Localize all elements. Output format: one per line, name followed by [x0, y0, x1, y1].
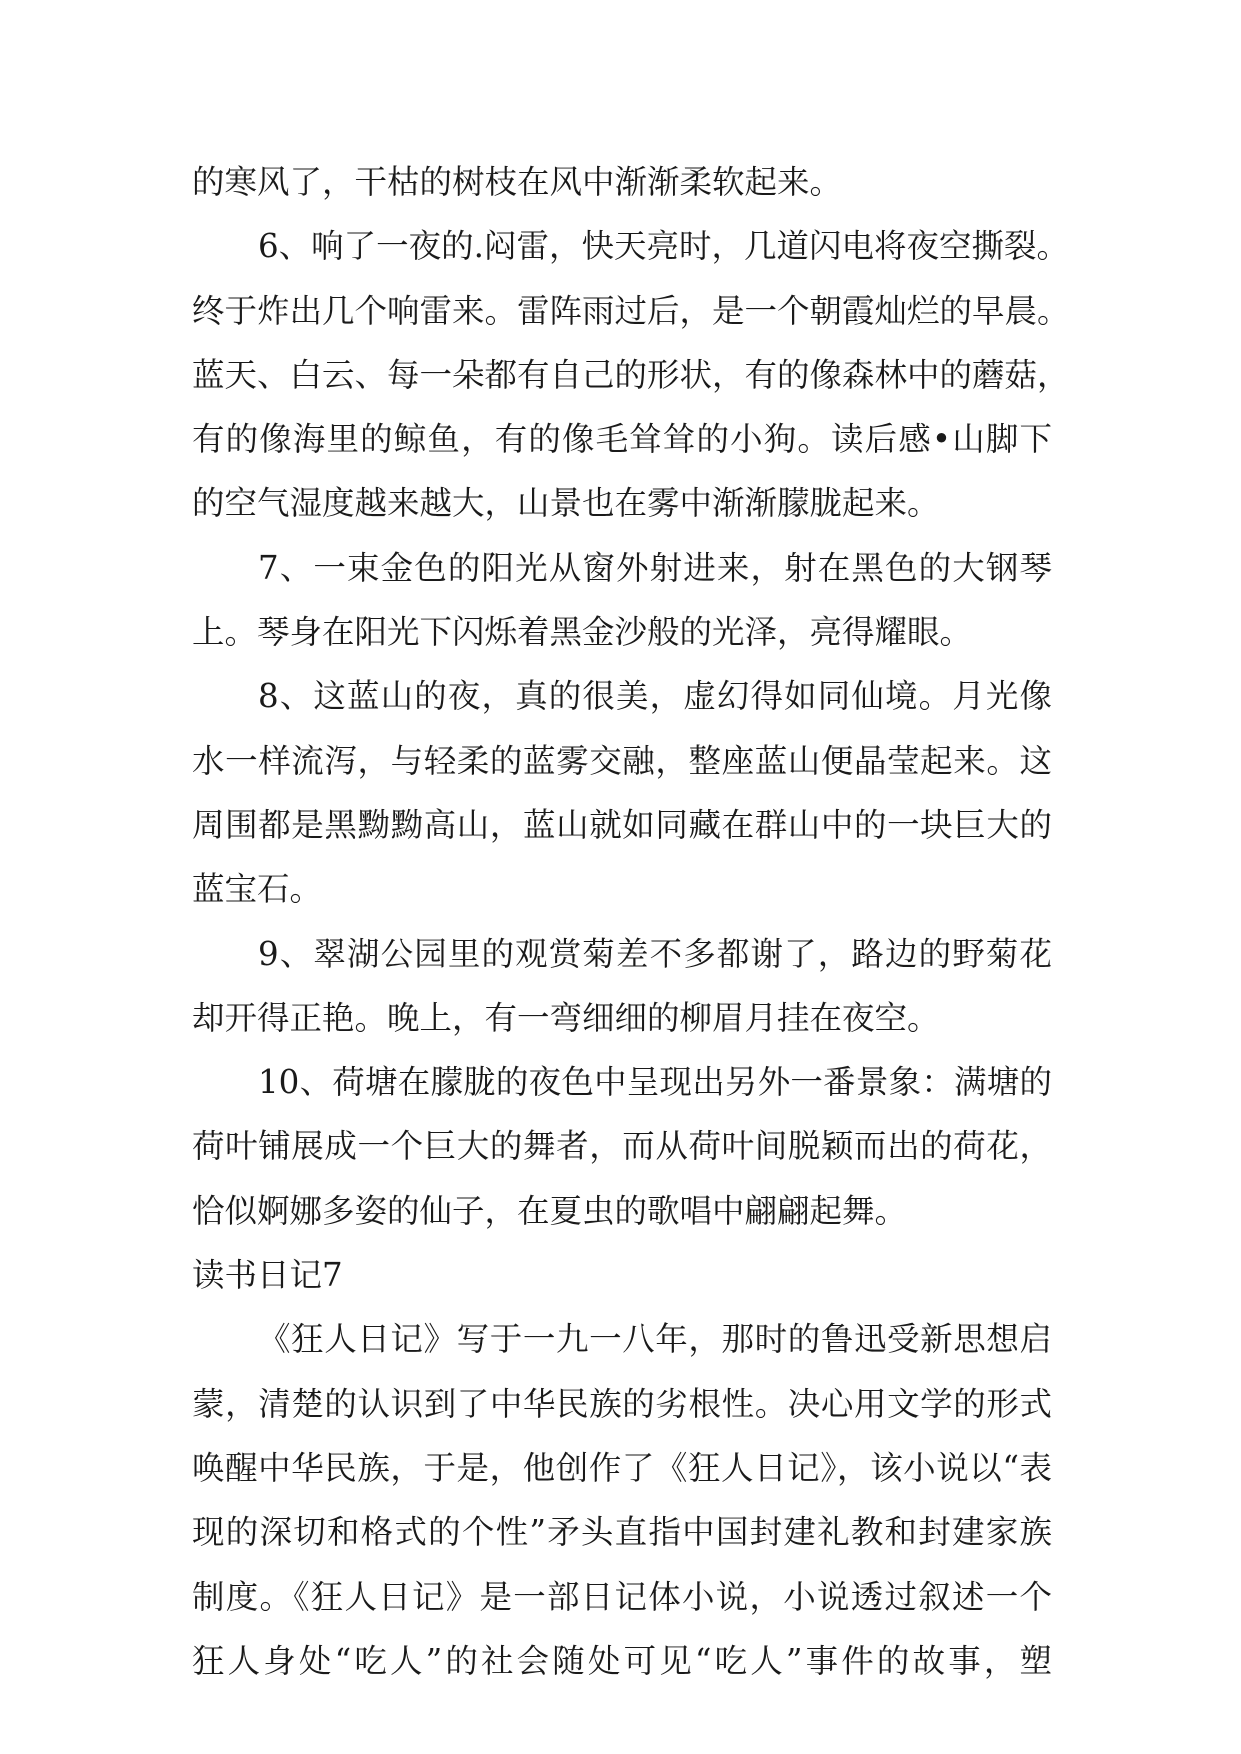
paragraph-continuation — [192, 150, 1052, 214]
text-line: 荷叶铺展成一个巨大的舞者，而从荷叶间脱颖而出的荷花， — [192, 1127, 1052, 1166]
text-line: 狂人身处“吃人”的社会随处可见“吃人”事件的故事，塑 — [192, 1641, 1052, 1680]
essay-paragraph — [192, 1307, 1052, 1693]
text-line: 8、这蓝山的夜，真的很美，虚幻得如同仙境。月光像 — [258, 677, 1052, 716]
text-line: 却开得正艳。晚上，有一弯细细的柳眉月挂在夜空。 — [192, 998, 940, 1037]
text-line: 的空气湿度越来越大，山景也在雾中渐渐朦胧起来。 — [192, 484, 940, 523]
text-line: 有的像海里的鲸鱼，有的像毛耸耸的小狗。读后感•山脚下 — [192, 420, 1052, 459]
text-line: 7、一束金色的阳光从窗外射进来，射在黑色的大钢琴 — [258, 548, 1052, 587]
text-line: 终于炸出几个响雷来。雷阵雨过后，是一个朝霞灿烂的早晨。 — [192, 291, 1070, 330]
text-line: 周围都是黑黝黝高山，蓝山就如同藏在群山中的一块巨大的 — [192, 805, 1052, 844]
text-line: 《狂人日记》写于一九一八年，那时的鲁迅受新思想启 — [258, 1320, 1052, 1359]
text-line: 蓝宝石。 — [192, 870, 323, 909]
text-line: 上。琴身在阳光下闪烁着黑金沙般的光泽，亮得耀眼。 — [192, 613, 973, 652]
paragraph-item-7 — [192, 536, 1052, 665]
section-heading: 读书日记7 — [192, 1256, 343, 1295]
paragraph-item-10 — [192, 1050, 1052, 1243]
paragraph-item-6 — [192, 214, 1070, 535]
text-line: 9、翠湖公园里的观赏菊差不多都谢了，路边的野菊花 — [258, 934, 1052, 973]
text-line: 10、荷塘在朦胧的夜色中呈现出另外一番景象：满塘的 — [258, 1063, 1052, 1102]
paragraph-item-8 — [192, 664, 1052, 921]
document-body — [192, 150, 1070, 1693]
text-line: 现的深切和格式的个性”矛头直指中国封建礼教和封建家族 — [192, 1513, 1052, 1552]
text-line: 水一样流泻，与轻柔的蓝雾交融，整座蓝山便晶莹起来。这 — [192, 741, 1052, 780]
paragraph-item-9 — [192, 922, 1052, 1051]
text-line: 蓝天、白云、每一朵都有自己的形状，有的像森林中的蘑菇， — [192, 355, 1070, 394]
text-line: 6、响了一夜的.闷雷，快天亮时，几道闪电将夜空撕裂。 — [258, 227, 1070, 266]
text-line: 的寒风了，干枯的树枝在风中渐渐柔软起来。 — [192, 163, 843, 201]
text-line: 恰似婀娜多姿的仙子，在夏虫的歌唱中翩翩起舞。 — [192, 1191, 908, 1230]
text-line: 蒙，清楚的认识到了中华民族的劣根性。决心用文学的形式 — [192, 1384, 1052, 1423]
text-line: 制度。《狂人日记》是一部日记体小说，小说透过叙述一个 — [192, 1577, 1052, 1616]
text-line: 唤醒中华民族，于是，他创作了《狂人日记》，该小说以“表 — [192, 1448, 1052, 1487]
